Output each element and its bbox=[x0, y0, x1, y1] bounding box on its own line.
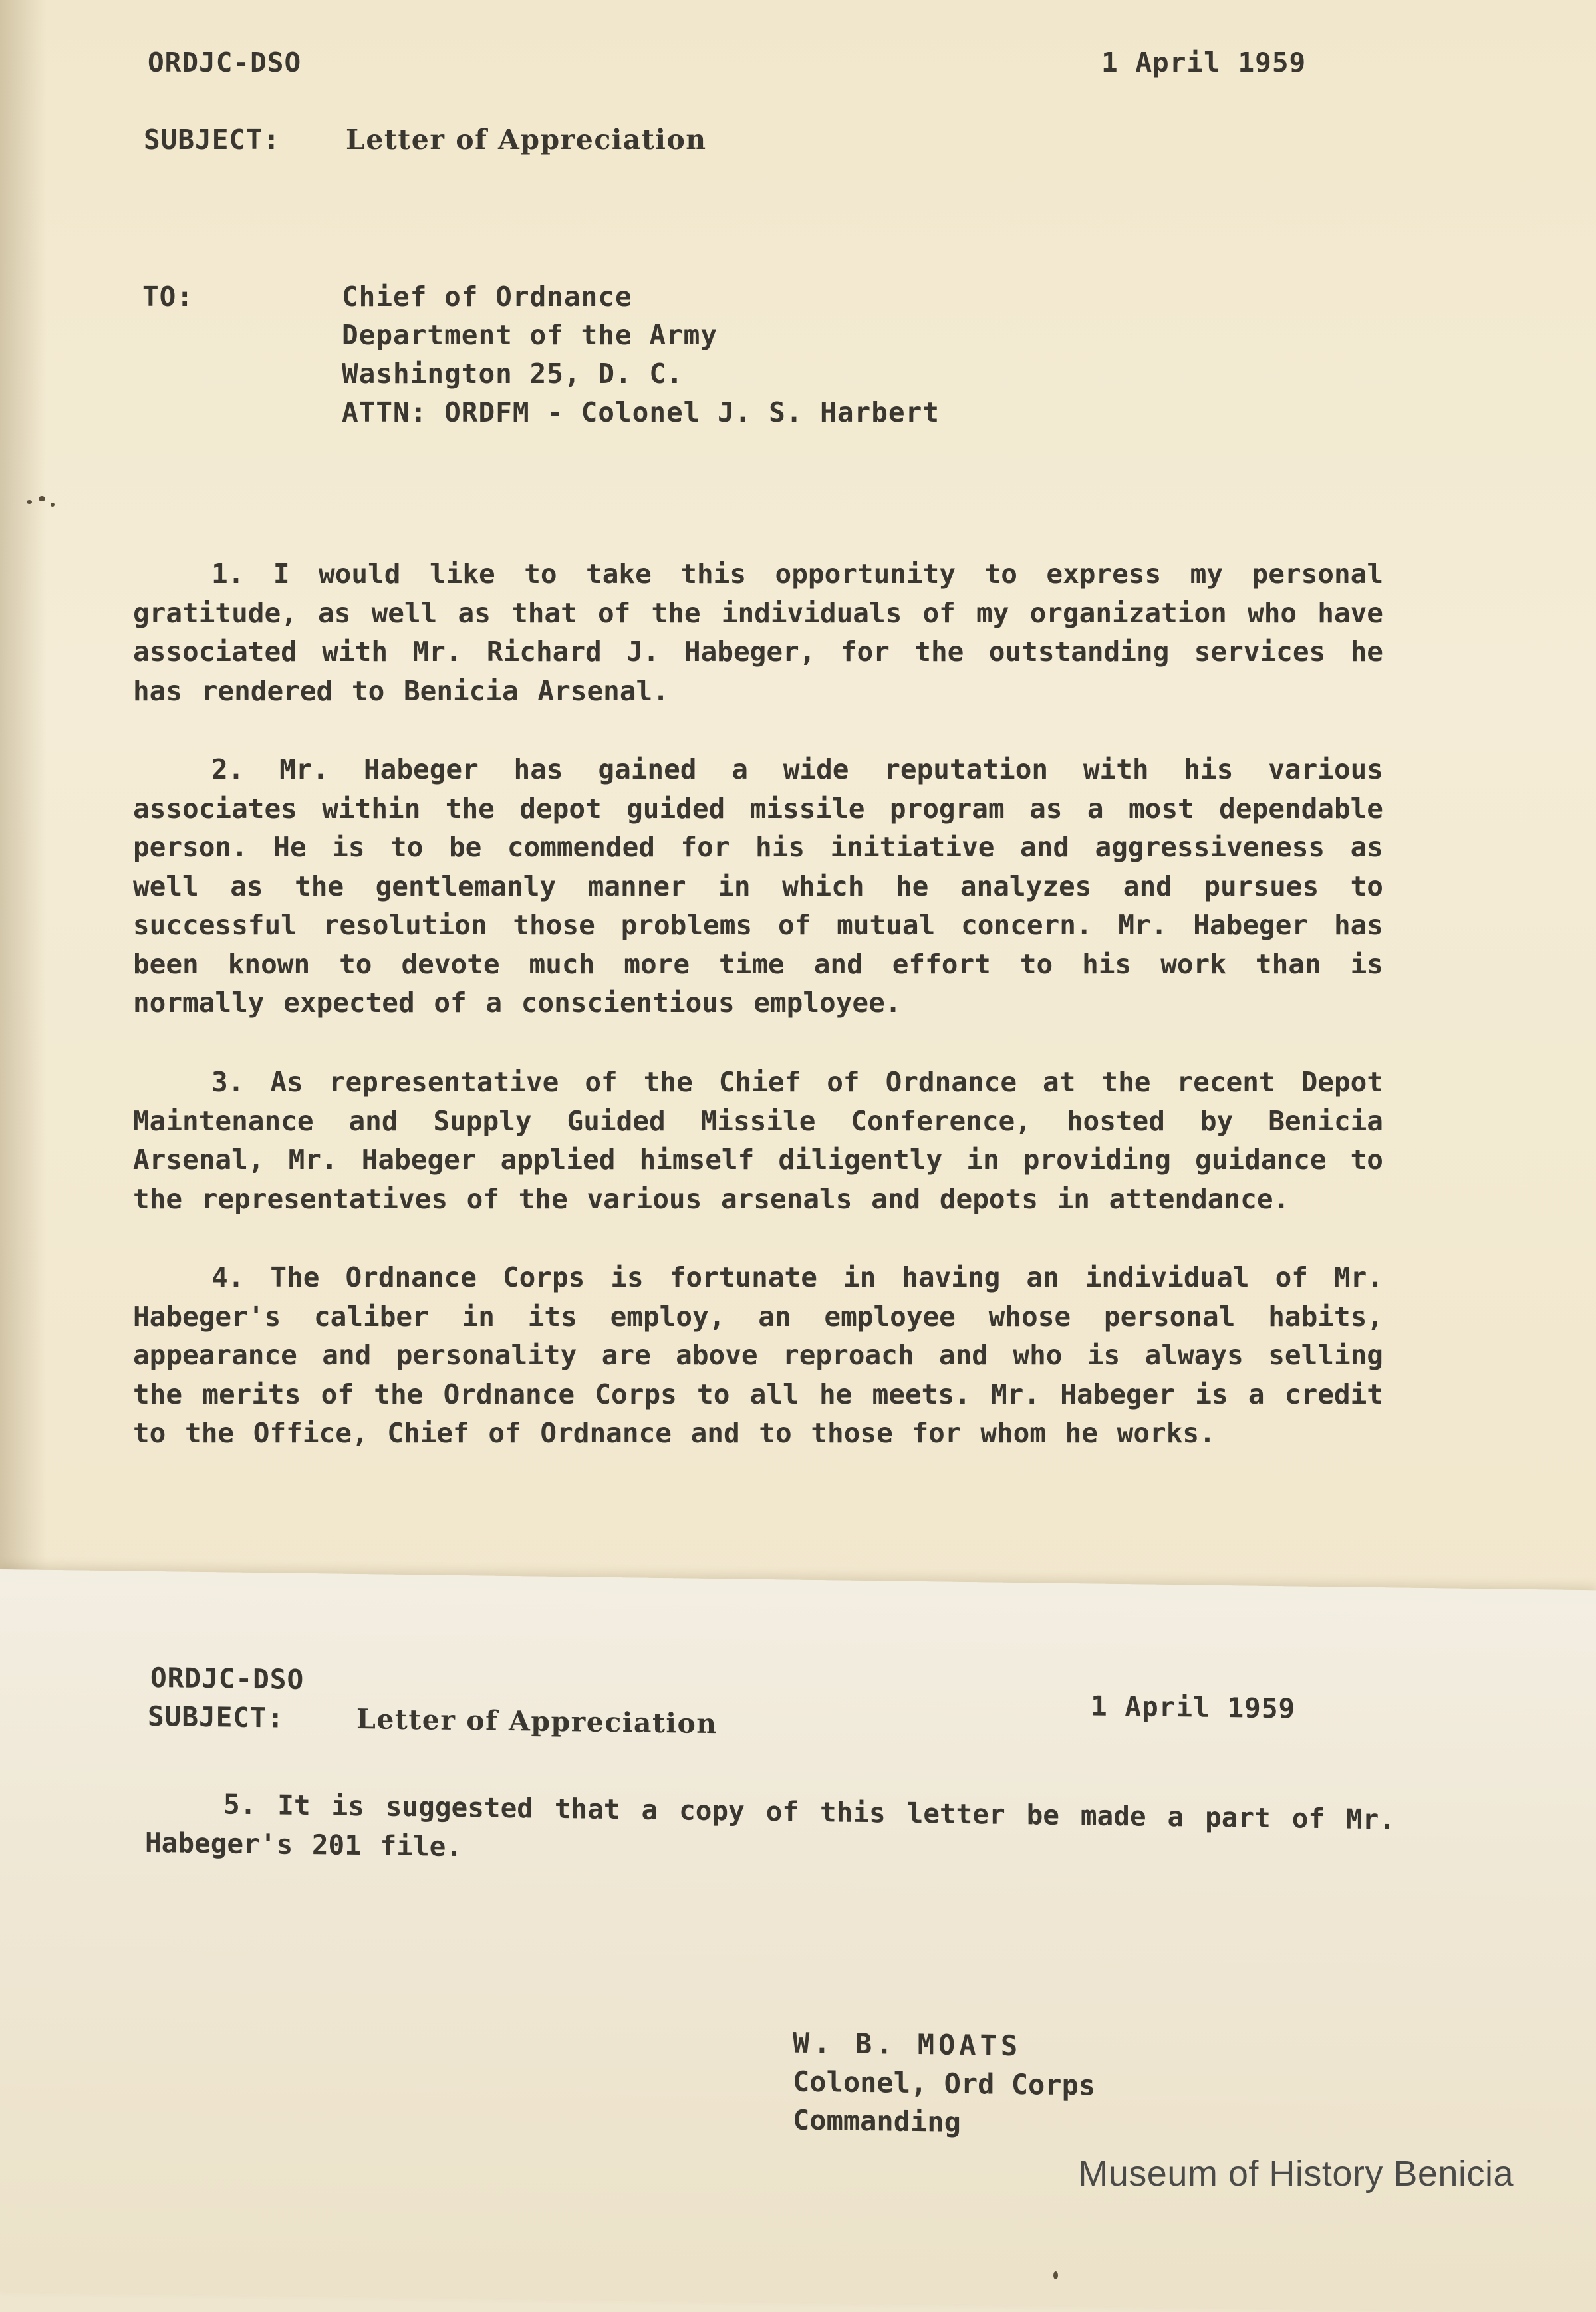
paper-speck bbox=[27, 500, 32, 504]
paragraph-5 bbox=[145, 1784, 1395, 1878]
subject-text: Letter of Appreciation bbox=[346, 124, 707, 156]
signature-title: Colonel, Ord Corps bbox=[793, 2065, 1096, 2102]
paper-speck bbox=[51, 503, 55, 507]
page2-subject-text: Letter of Appreciation bbox=[356, 1703, 718, 1740]
paragraph-number: 4. bbox=[211, 1261, 245, 1293]
paragraph-1 bbox=[133, 555, 1383, 710]
addressee-line: Department of the Army bbox=[342, 319, 718, 351]
signature-role: Commanding bbox=[793, 2103, 961, 2138]
paragraph-number: 1. bbox=[211, 558, 245, 590]
paragraph-3 bbox=[133, 1063, 1383, 1218]
page2-subject-label: SUBJECT: bbox=[148, 1700, 285, 1734]
paragraph-4 bbox=[133, 1258, 1383, 1453]
page2-office-symbol: ORDJC-DSO bbox=[150, 1661, 305, 1696]
museum-watermark: Museum of History Benicia bbox=[1078, 2154, 1514, 2194]
addressee-line: Chief of Ordnance bbox=[342, 281, 632, 313]
page2-date: 1 April 1959 bbox=[1091, 1690, 1296, 1725]
subject-label: SUBJECT: bbox=[144, 124, 281, 156]
office-symbol: ORDJC-DSO bbox=[148, 47, 302, 78]
letter-date: 1 April 1959 bbox=[1101, 47, 1307, 78]
paper-page-2 bbox=[0, 1569, 1596, 2312]
paragraph-number: 3. bbox=[211, 1066, 245, 1098]
signature-block bbox=[793, 2024, 1095, 2144]
paragraph-text: I would like to take this opportunity to express my personal gratitude, as well as that of the individuals of my organization who have associated with Mr. Richard J. Habeger, for the outstanding services he has rendered to Benicia Arsenal. bbox=[133, 558, 1384, 707]
paragraph-text: The Ordnance Corps is fortunate in having an individual of Mr. Habeger's caliber in its employ, an employee whose personal habits, appearance and personality are above reproach and who is always selling the merits of the Ordnance Corps to all he meets. Mr. Habeger is a credit to the Office, Chief of Ordnance and to those for whom he works. bbox=[133, 1261, 1383, 1449]
paragraph-2 bbox=[133, 750, 1383, 1023]
paper-speck bbox=[1053, 2271, 1058, 2279]
paper-speck bbox=[39, 496, 45, 501]
paragraph-number: 2. bbox=[211, 753, 245, 785]
to-label: TO: bbox=[142, 281, 194, 313]
addressee-line: ATTN: ORDFM - Colonel J. S. Harbert bbox=[342, 396, 940, 428]
signature-name: W. B. MOATS bbox=[793, 2026, 1022, 2063]
paragraph-text: It is suggested that a copy of this letter be made a part of Mr. Habeger's 201 file. bbox=[145, 1789, 1396, 1862]
paragraph-number: 5. bbox=[223, 1788, 257, 1821]
paragraph-text: Mr. Habeger has gained a wide reputation with his various associates within the depot guided missile program as a most dependable person. He is to be commended for his initiative and aggressiveness as well as the gentlemanly manner in which he analyzes and pursues to successful resolution those problems of mutual concern. Mr. Habeger has been known to devote much more time and effort to his work than is normally expected of a conscientious employee. bbox=[133, 753, 1383, 1019]
paragraph-text: As representative of the Chief of Ordnance at the recent Depot Maintenance and Supply Guided Missile Conference, hosted by Benicia Arsenal, Mr. Habeger applied himself diligently in providing guidance to the representatives of the various arsenals and depots in attendance. bbox=[133, 1066, 1383, 1215]
addressee-line: Washington 25, D. C. bbox=[342, 358, 684, 390]
